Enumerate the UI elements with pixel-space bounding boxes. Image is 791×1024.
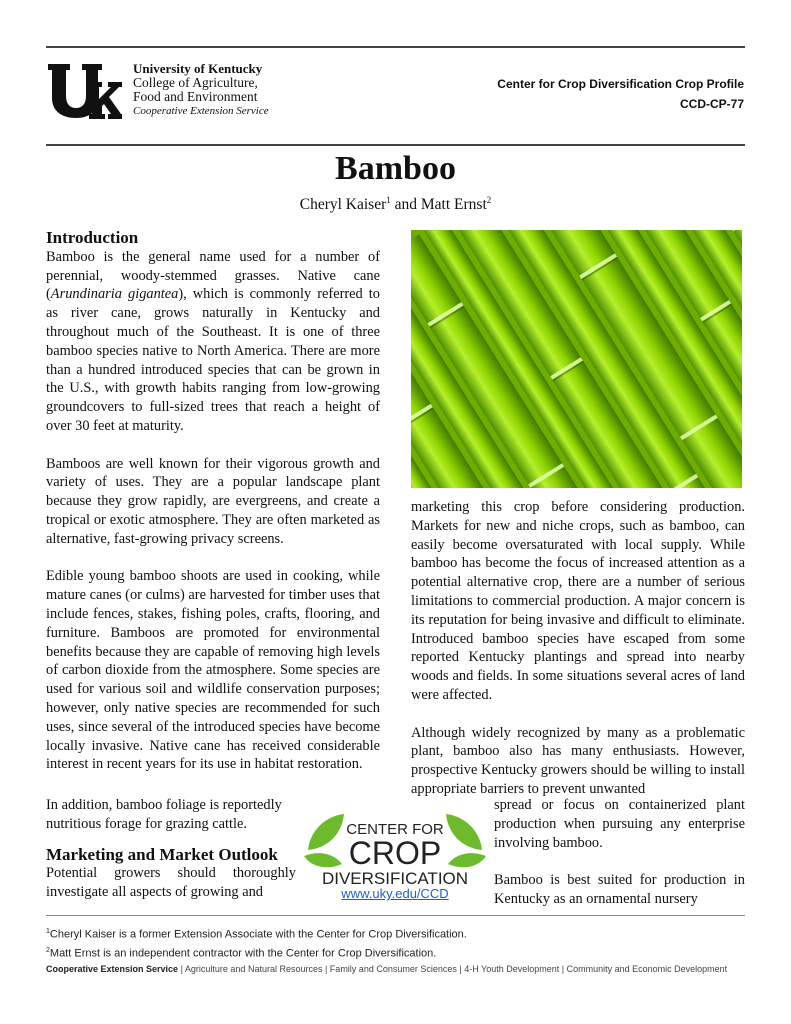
leaf-icon-right bbox=[446, 814, 486, 867]
uk-line-food-environment: Food and Environment bbox=[133, 89, 258, 104]
uk-line-extension: Cooperative Extension Service bbox=[133, 105, 269, 117]
marketing-paragraph-3: Bamboo is best suited for production in Kentucky as an ornamental nursery bbox=[494, 872, 745, 907]
introduction-heading: Introduction bbox=[46, 228, 139, 247]
left-wrap-area bbox=[46, 796, 296, 902]
authors-conjunction: and bbox=[394, 196, 418, 214]
footnotes bbox=[46, 924, 746, 961]
page-footer bbox=[46, 964, 746, 974]
intro-paragraph-3: Edible young bamboo shoots are used in cooking, while mature canes (or culms) are harvested for timber uses that include fences, stakes, fishing poles, crafts, flooring, and furniture. Bamboos are promoted for environmental benefits because they are capable of removing high levels of carbon dioxide from the atmosphere. Some species are used for various soil and wildlife conservation purposes; however, only native species are recommended for such uses, since several of the introduced species have become locally invasive. Native cane has received considerable interest in recent years for its use in habitat restoration. bbox=[46, 568, 380, 773]
marketing-paragraph-1: Potential growers should thoroughly investigate all aspects of growing and bbox=[46, 865, 296, 901]
page-title: Bamboo bbox=[335, 150, 456, 187]
footnote-1-text: Cheryl Kaiser is a former Extension Associate with the Center for Crop Diversification. bbox=[49, 928, 467, 941]
authors-line bbox=[0, 195, 791, 214]
footnote-2-text: Matt Ernst is an independent contractor with the Center for Crop Diversification. bbox=[49, 947, 437, 960]
intro-paragraph-2: Bamboos are well known for their vigorous growth and variety of uses. They are a popular landscape plant because they grow rapidly, are evergreens, and create a tropical or exotic atmosphere. They are often marketed as alternative, fast-growing privacy screens. bbox=[46, 455, 380, 547]
logo-text-center-for: CENTER FOR bbox=[346, 821, 444, 838]
top-rule bbox=[46, 46, 745, 48]
bamboo-photo bbox=[411, 230, 742, 488]
footer-programs: | Agriculture and Natural Resources | Family and Consumer Sciences | 4-H Youth Development | Community and Economic Development bbox=[178, 964, 728, 974]
profile-header bbox=[497, 74, 744, 114]
species-name: Arundinaria gigantea bbox=[50, 286, 179, 303]
right-column bbox=[411, 498, 745, 799]
left-column bbox=[46, 229, 380, 774]
marketing-paragraph-1-continued: marketing this crop before considering production. Markets for new and niche crops, such as bamboo, can easily become oversaturated with local supply. While bamboo has become the focus of increased attention as a potential alternative crop, there are a number of serious limitations to commercial production. A major concern is its reputation for being invasive and difficult to eliminate. Introduced bamboo species have escaped from some reported Kentucky plantings and spread into nearby woods and fields. In some situations several acres of land were affected. bbox=[411, 499, 745, 703]
marketing-heading: Marketing and Market Outlook bbox=[46, 844, 278, 864]
intro-paragraph-1 bbox=[46, 248, 380, 436]
marketing-paragraph-2-tail: spread or focus on containerized plant production when pursuing any enterprise involving bamboo. bbox=[494, 797, 745, 851]
logo-text-crop: CROP bbox=[348, 835, 442, 871]
author-1: Cheryl Kaiser bbox=[299, 196, 387, 214]
footnote-1 bbox=[46, 924, 746, 943]
uk-line-university: University of Kentucky bbox=[133, 61, 263, 76]
author-2: Matt Ernst bbox=[420, 196, 487, 214]
leaf-icon bbox=[304, 814, 344, 867]
logo-text-diversification: DIVERSIFICATION bbox=[321, 869, 469, 888]
ccd-website-link[interactable]: www.uky.edu/CCD bbox=[341, 886, 449, 901]
footer-bold: Cooperative Extension Service bbox=[46, 964, 179, 974]
footnote-1-mark: 1 bbox=[46, 928, 50, 935]
intro-p1-start: Bamboo is the general name used for a number of perennial, woody-stemmed grasses. Native cane ( bbox=[46, 248, 380, 303]
marketing-paragraph-2: Although widely recognized by many as a problematic plant, bamboo also has many enthusiasts. However, prospective Kentucky growers should be willing to install appropriate barriers to prevent unwanted bbox=[411, 724, 745, 797]
profile-series: Center for Crop Diversification Crop Profile bbox=[497, 77, 744, 91]
uk-college-name bbox=[133, 62, 303, 118]
author-2-footnote-mark: 2 bbox=[486, 195, 492, 205]
header-rule bbox=[46, 144, 745, 146]
author-1-footnote-mark: 1 bbox=[386, 195, 391, 205]
uk-line-college: College of Agriculture, bbox=[133, 75, 258, 90]
footnote-rule bbox=[46, 915, 745, 916]
profile-code: CCD-CP-77 bbox=[679, 97, 744, 111]
footnote-2 bbox=[46, 943, 746, 962]
bamboo-illustration bbox=[411, 230, 742, 488]
uk-logo bbox=[46, 62, 122, 120]
right-wrap-area bbox=[494, 796, 745, 909]
footnote-2-mark: 2 bbox=[46, 946, 50, 954]
intro-p1-end: ), which is commonly referred to as river cane, grows naturally in Kentucky and throughout much of the Southeast. It is one of three bamboo species native to North America. There are more than a hundred introduced species that can be grown in the U.S., with growth habits ranging from low-growing groundcovers to full-sized trees that reach a height of over 30 feet at maturity. bbox=[46, 286, 380, 434]
intro-paragraph-3-tail: In addition, bamboo foliage is reportedly nutritious forage for grazing cattle. bbox=[46, 797, 282, 832]
